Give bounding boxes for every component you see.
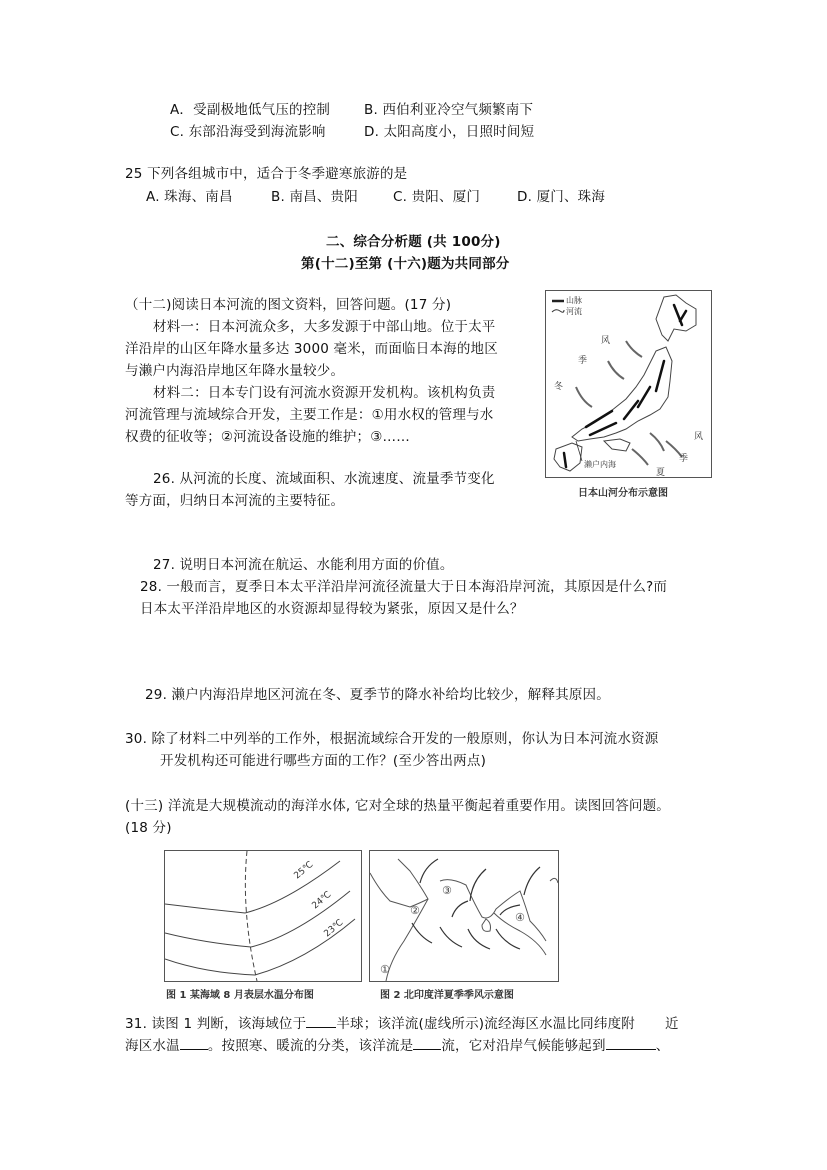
part12-intro: （十二)阅读日本河流的图文资料，回答问题。(17 分) [125,297,452,313]
q28-line2: 日本太平洋沿岸地区的水资源却显得较为紧张，原因又是什么？ [140,601,524,617]
q25-stem: 25 下列各组城市中，适合于冬季避寒旅游的是 [125,166,408,182]
q25-option-a: A. 珠海、南昌 [146,189,233,205]
svg-text:①: ① [380,963,390,976]
figure1-caption: 图 1 某海域 8 月表层水温分布图 [166,990,314,1001]
svg-text:②: ② [410,904,420,917]
part13-intro-line1: (十三) 洋流是大规模流动的海洋水体, 它对全球的热量平衡起着重要作用。读图回答问题。 [125,798,671,814]
svg-text:24℃: 24℃ [310,889,334,912]
svg-text:③: ③ [442,884,452,897]
q31-text-1: 31. 读图 1 判断，该海域位于 [125,1016,307,1032]
q29: 29. 濑户内海沿岸地区河流在冬、夏季节的降水补给均比较少，解释其原因。 [145,687,610,703]
legend-mountain-label: 山脉 [566,296,582,305]
japan-map-caption: 日本山河分布示意图 [578,488,668,499]
q24-option-d: D. 太阳高度小，日照时间短 [364,124,535,140]
material2-line2: 河流管理与流域综合开发，主要工作是：①用水权的管理与水 [125,407,494,423]
summer-wind-char-2: 季 [679,454,689,464]
q31-text-2: 半球；该洋流(虚线所示)流经海区水温比同纬度附 [336,1016,635,1032]
q31-blank-effect[interactable] [606,1035,656,1050]
q31-blank-hemisphere[interactable] [306,1013,336,1028]
section2-title: 二、综合分析题 (共 100分) [326,234,501,250]
svg-text:23℃: 23℃ [322,917,346,940]
legend-river-label: 河流 [566,307,582,316]
material1-line3: 与濑户内海沿岸地区年降水量较少。 [125,363,345,379]
material2-line1: 材料二：日本专门设有河流水资源开发机构。该机构负责 [153,385,496,401]
section2-subtitle: 第(十二)至第 (十六)题为共同部分 [301,256,510,272]
figure1-isotherm-map [164,850,362,982]
q27: 27. 说明日本河流在航运、水能利用方面的价值。 [153,557,454,573]
q24-option-c: C. 东部沿海受到海流影响 [170,124,326,140]
q24-option-a: A．受副极地低气压的控制 [170,102,331,118]
monsoon-drawing [370,851,558,981]
svg-text:25℃: 25℃ [292,859,316,882]
summer-wind-char-3: 夏 [656,468,666,478]
japan-map-figure [545,290,712,478]
q28-line1: 28. 一般而言，夏季日本太平洋沿岸河流径流量大于日本海沿岸河流，其原因是什么?而 [140,579,668,595]
q25-option-d: D. 厦门、珠海 [517,189,606,205]
q31-blank-current-type[interactable] [413,1035,441,1050]
q30-line1: 30. 除了材料二中列举的工作外，根据流域综合开发的一般原则，你认为日本河流水资源 [125,731,659,747]
q25-option-c: C. 贵阳、厦门 [393,189,481,205]
q26-line2: 等方面，归纳日本河流的主要特征。 [125,493,345,509]
material1-line2: 洋沿岸的山区年降水量多达 3000 毫米，而面临日本海的地区 [125,341,498,357]
q31-blank-temperature[interactable] [180,1035,208,1050]
q31-line1 [125,1013,679,1033]
summer-wind-char-1: 风 [694,432,704,442]
q31-text-7: 、 [655,1038,670,1054]
part13-intro-line2: (18 分) [125,820,172,836]
q24-option-b: B. 西伯利亚冷空气频繁南下 [364,102,534,118]
q31-text-4: 海区水温 [125,1038,180,1054]
winter-wind-char-3: 冬 [554,382,564,392]
winter-wind-char-1: 风 [601,336,611,346]
q31-text-5: 。按照寒、暖流的分类，该洋流是 [207,1038,414,1054]
isotherm-drawing [165,851,361,981]
q31-text-3: 近 [664,1016,679,1032]
material1-line1: 材料一：日本河流众多，大多发源于中部山地。位于太平 [153,319,496,335]
figure2-caption: 图 2 北印度洋夏季季风示意图 [380,990,514,1001]
q30-line2: 开发机构还可能进行哪些方面的工作？(至少答出两点) [160,753,487,769]
figure2-monsoon-map [369,850,559,982]
q25-option-b: B. 南昌、贵阳 [271,189,358,205]
q31-text-6: 流，它对沿岸气候能够起到 [441,1038,606,1054]
winter-wind-char-2: 季 [578,356,588,366]
japan-map-drawing [546,291,711,477]
seto-inland-sea-label: 濑户内海 [584,460,616,469]
svg-text:④: ④ [515,911,525,924]
q31-line2 [125,1035,669,1055]
q26-line1: 26. 从河流的长度、流域面积、水流速度、流量季节变化 [153,471,495,487]
material2-line3: 权费的征收等；②河流设备设施的维护；③…… [125,429,410,445]
